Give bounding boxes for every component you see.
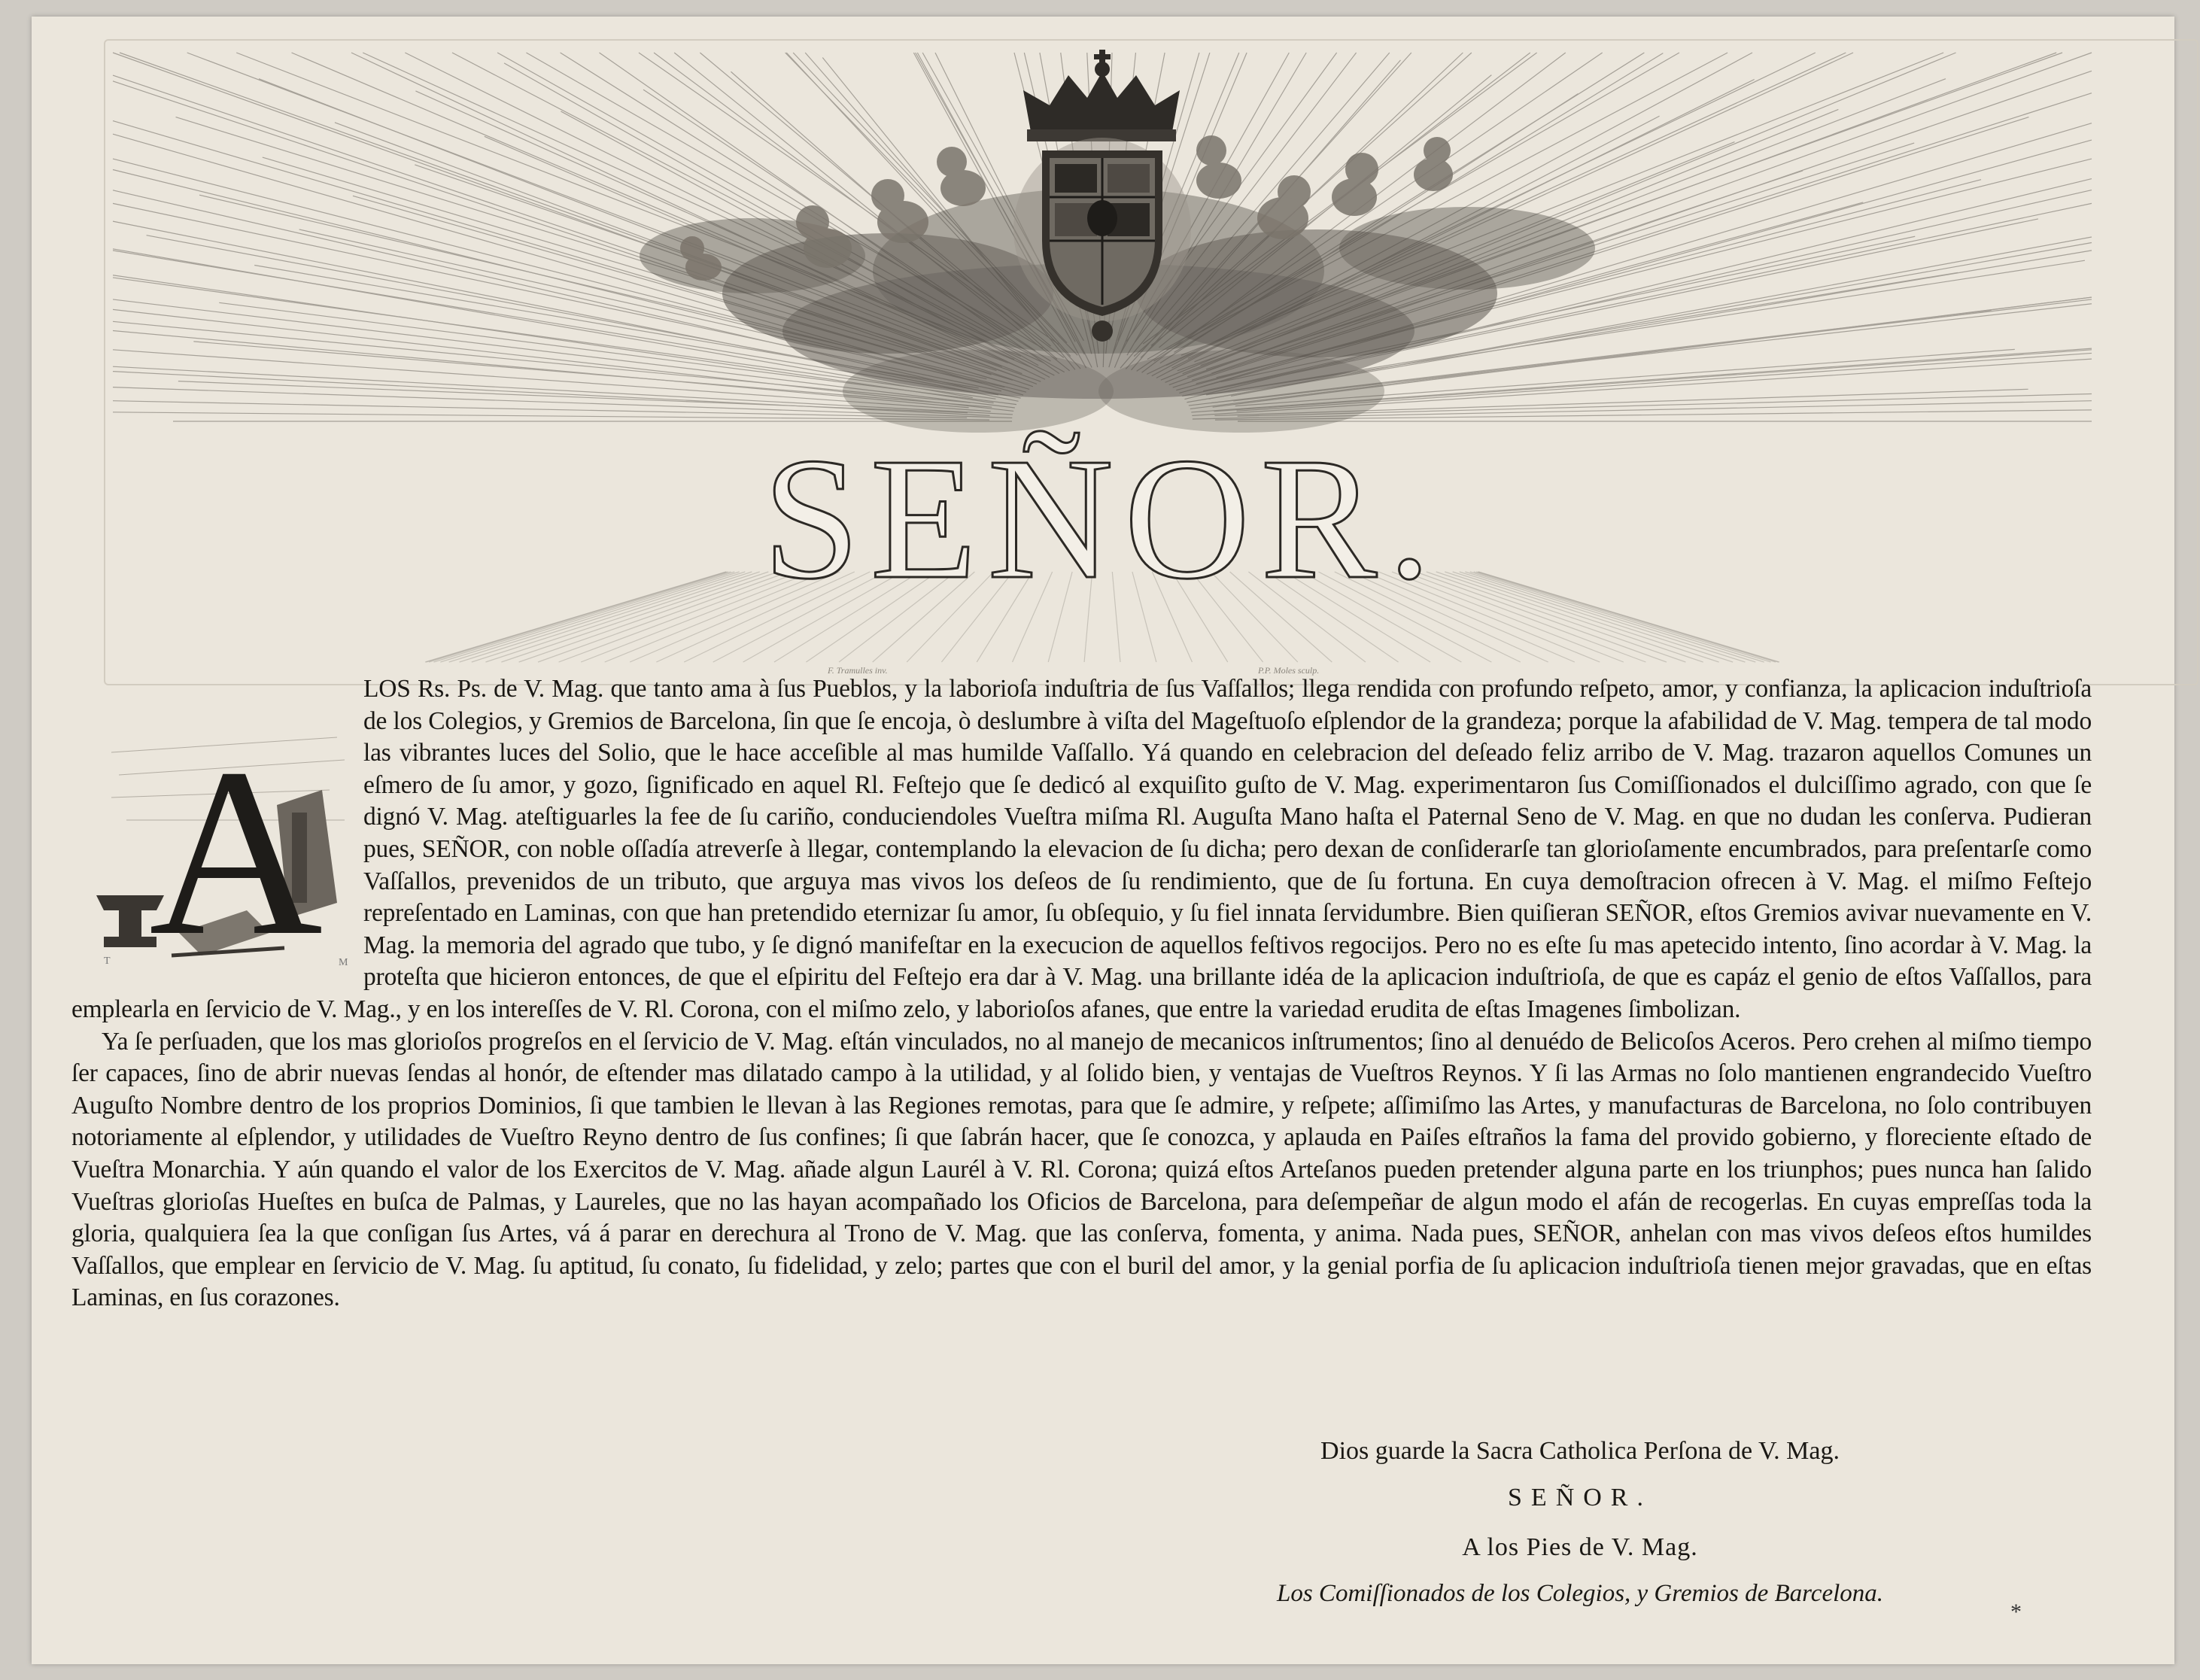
letter-body	[71, 673, 2092, 1314]
closing-salutation: Dios guarde la Sacra Catholica Perſona de V. Mag.	[1320, 1437, 1840, 1465]
closing-pies: A los Pies de V. Mag.	[1462, 1533, 1698, 1561]
closing-signature: Los Comiſſionados de los Colegios, y Gremios de Barcelona.	[1276, 1580, 1884, 1607]
initial-corner-right: M	[339, 957, 348, 968]
page-title: SEÑOR.	[762, 422, 1442, 615]
initial-spacer	[71, 684, 363, 979]
paragraph-1: LOS Rs. Ps. de V. Mag. que tanto ama à ſus Pueblos, y la laborioſa induſtria de ſus Vaſſallos; llega rendida con profundo reſpeto, amor, y confianza, la aplicacion induſtrioſa de los Colegios, y Gremios de Barcelona, ſin que ſe encoja, ò deslumbre à viſta del Mageſtuoſo eſplendor de la grandeza; porque la afabilidad de V. Mag. tempera de tal modo las vibrantes luces del Solio, que le hace acceſible al mas humilde Vaſſallo. Yá quando en celebracion del deſeado feliz arribo de V. Mag. trazaron aquellos Comunes un eſmero de ſu amor, y gozo, ſignificado en aquel Rl. Feſtejo que ſe dedicó al exquiſito guſto de V. Mag. experimentaron ſus Comiſſionados el dulciſſimo agrado, con que ſe dignó V. Mag. ateſtiguarles la fee de ſu cariño, conduciendoles Vueſtra miſma Rl. Auguſta Mano haſta el Paternal Seno de V. Mag. en que no dudan les conſerva. Pudieran pues, SEÑOR, con noble oſſadía atreverſe à llegar, contemplando la elevacion de ſu dicha; pero dexan de conſiderarſe tan glorioſamente encumbrados, para preſentarſe como Vaſſallos, prevenidos de un tributo, que arguya mas vivos los deſeos de ſu rendimiento, que de ſu fortuna. En cuya demoſtracion ofrecen à V. Mag. el miſmo Feſtejo repreſentado en Laminas, con que han pretendido eternizar ſu amor, ſu obſequio, y ſu fiel innata ſervidumbre. Bien quiſieran SEÑOR, eſtos Gremios avivar nuevamente en V. Mag. la memoria del agrado que tubo, y ſe dignó manifeſtar en la execucion de aquellos feſtivos regocijos. Pero no es eſte ſu mas apetecido intento, ſino acordar à V. Mag. la proteſta que hicieron entonces, de que el eſpiritu del Feſtejo era dar à V. Mag. una brillante idéa de la aplicacion induſtrioſa, de que es capáz el genio de eſtos Vaſſallos, para emplearla en ſervicio de V. Mag., y en los intereſſes de V. Rl. Corona, con el miſmo zelo, y laborioſos afanes, que entre la variedad erudita de eſtas Imagenes ſimbolizan.	[71, 675, 2092, 1023]
paragraph-2: Ya ſe perſuaden, que los mas glorioſos progreſos en el ſervicio de V. Mag. eſtán vinculados, no al manejo de mecanicos inſtrumentos; ſino al denuédo de Belicoſos Aceros. Pero crehen al miſmo tiempo ſer capaces, ſino de abrir nuevas ſendas al honór, de eſtender mas dilatado campo à la utilidad, y al ſolido bien, y ventajas de Vueſtros Reynos. Y ſi las Armas no ſolo mantienen engrandecido Vueſtro Auguſto Nombre dentro de los proprios Dominios, ſi que tambien le llevan à las Regiones remotas, para que ſe admire, y reſpete; aſſimiſmo las Artes, y manufacturas de Barcelona, no ſolo contribuyen notoriamente al eſplendor, y utilidades de Vueſtro Reyno dentro de ſus confines; ſi que ſabrán hacer, que ſe conozca, y aplauda en Paiſes eſtraños la fama del provido gobierno, y floreciente eſtado de Vueſtra Monarchia. Y aún quando el valor de los Exercitos de V. Mag. añade algun Laurél à V. Rl. Corona; quizá eſtos Arteſanos pueden pretender alguna parte en los triunphos; pues nunca han ſalido Vueſtras glorioſas Hueſtes en buſca de Palmas, y Laureles, que no las hayan acompañado los Oficios de Barcelona, para deſempeñar de algun modo el afán de recogerlas. En cuyas empreſſas toda la gloria, qualquiera ſea la que conſigan ſus Artes, vá á parar en derechura al Trono de V. Mag. que las conſerva, fomenta, y anima. Nada pues, SEÑOR, anhelan con mas vivos deſeos eſtos humildes Vaſſallos, que emplear en ſervicio de V. Mag. ſu aptitud, ſu conato, ſu fidelidad, y zelo; partes que con el buril del amor, y la genial porfia de ſu aplicacion induſtrioſa tienen mejor gravadas, que en eſtas Laminas, en ſus corazones.	[71, 1027, 2092, 1312]
closing-senor: SEÑOR.	[1508, 1484, 1652, 1511]
engraver-signature-left: F. Tramulles inv.	[828, 665, 888, 676]
initial-corner-left: T	[104, 955, 111, 967]
ray-line	[113, 401, 967, 418]
initial-letter-glyph: A	[149, 719, 324, 971]
asterisk-mark: *	[2010, 1599, 2022, 1624]
engraver-signature-right: P.P. Moles sculp.	[1258, 665, 1320, 676]
